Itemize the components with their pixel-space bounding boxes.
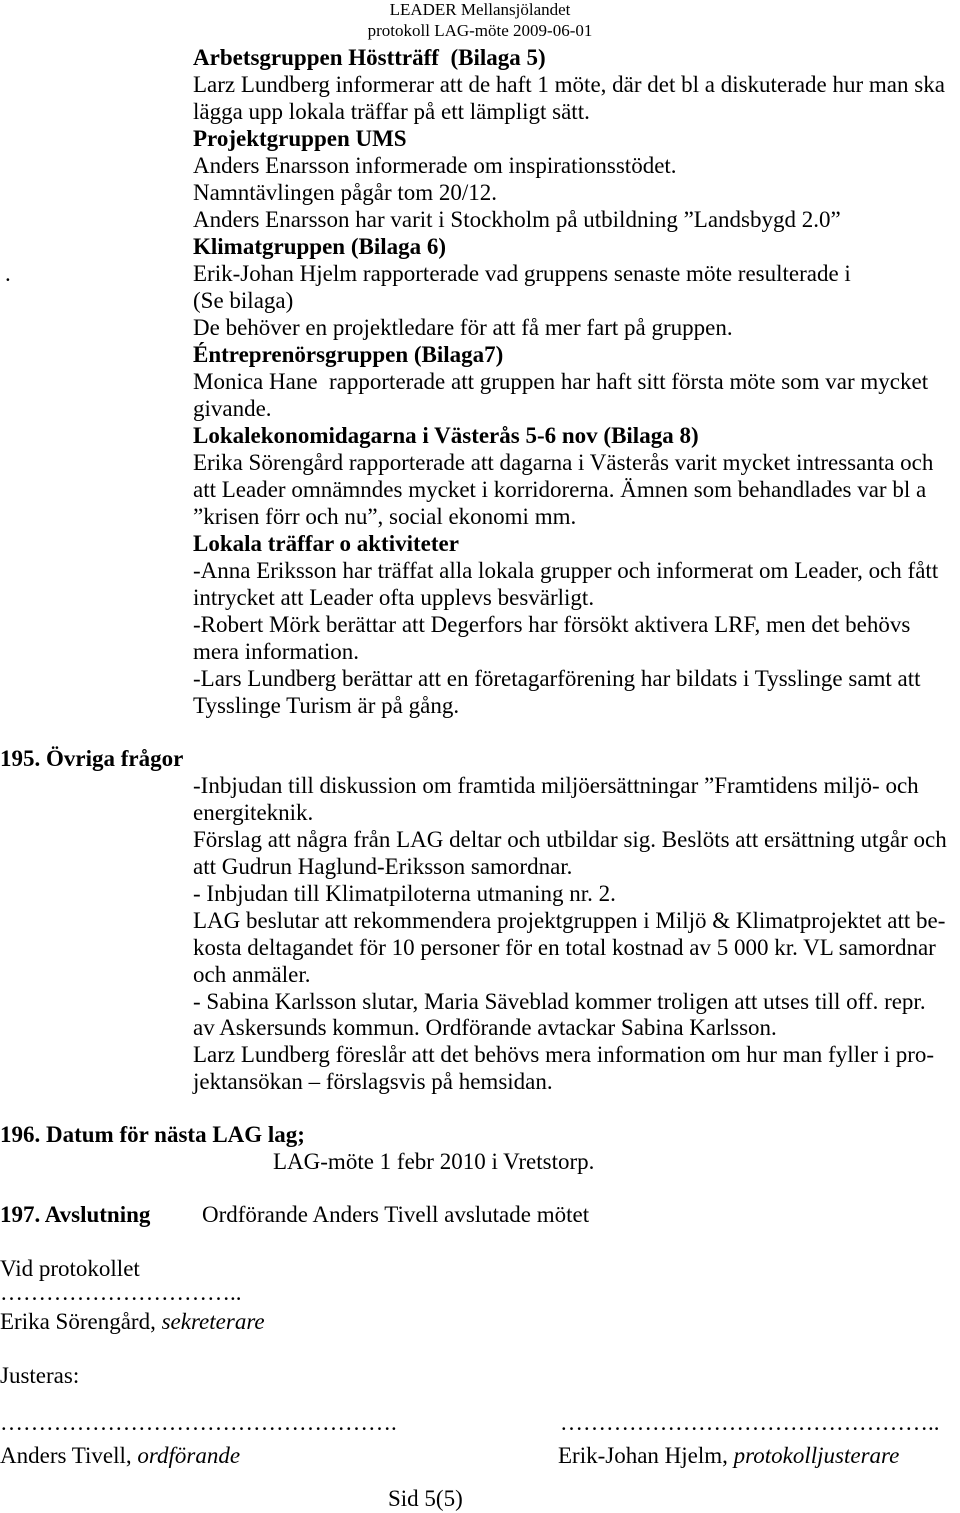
closing-text: Ordförande Anders Tivell avslutade mötet [202, 1202, 590, 1227]
secretary-name: Erika Sörengård, [0, 1309, 156, 1334]
body-line: ”krisen förr och nu”, social ekonomi mm. [193, 504, 577, 529]
body-line: Larz Lundberg föreslår att det behövs mera information om hur man fyller i pro- [193, 1042, 935, 1067]
body-line: - Inbjudan till Klimatpiloterna utmaning nr. 2. [193, 881, 616, 906]
body-line: att Leader omnämndes mycket i korridorerna. Ämnen som behandlades var bl a [193, 477, 927, 502]
protocol-label: Vid protokollet [0, 1256, 140, 1281]
body-line: jektansökan – förslagsvis på hemsidan. [193, 1069, 553, 1094]
adjuster-name: Erik-Johan Hjelm, [558, 1443, 728, 1468]
body-line: Monica Hane rapporterade att gruppen har haft sitt första möte som var mycket [193, 369, 929, 394]
body-line: Namntävlingen pågår tom 20/12. [193, 180, 498, 205]
body-line: LAG beslutar att rekommendera projektgruppen i Miljö & Klimatprojektet att be- [193, 908, 946, 933]
body-line: De behöver en projektledare för att få mer fart på gruppen. [193, 315, 733, 340]
item-heading-datum: 196. Datum för nästa LAG lag; [0, 1122, 305, 1147]
body-line: -Lars Lundberg berättar att en företagarförening har bildats i Tysslinge samt att [193, 666, 921, 691]
body-line: -Anna Eriksson har träffat alla lokala grupper och informerat om Leader, och fått [193, 558, 939, 583]
item-heading-ovriga: 195. Övriga frågor [0, 746, 184, 771]
body-line: och anmäler. [193, 962, 311, 987]
body-line: mera information. [193, 639, 360, 664]
body-line: Erika Sörengård rapporterade att dagarna i Västerås varit mycket intressanta och [193, 450, 934, 475]
chair-role: ordförande [137, 1443, 241, 1468]
body-line: -Robert Mörk berättar att Degerfors har försökt aktivera LRF, men det behövs [193, 612, 911, 637]
body-line: energiteknik. [193, 800, 314, 825]
body-line: Anders Enarsson informerade om inspirationsstödet. [193, 153, 677, 178]
body-line: intrycket att Leader ofta upplevs besvärligt. [193, 585, 595, 610]
chair-signatory [0, 1442, 240, 1469]
body-line: -Inbjudan till diskussion om framtida miljöersättningar ”Framtidens miljö- och [193, 773, 919, 798]
header-organization: LEADER Mellansjölandet [389, 0, 571, 19]
section-heading-lokala: Lokala träffar o aktiviteter [193, 531, 459, 556]
section-heading-entreprenor: Éntreprenörsgruppen (Bilaga7) [193, 342, 504, 367]
body-line: Tysslinge Turism är på gång. [193, 693, 460, 718]
stray-mark: . [5, 261, 11, 286]
body-line: Erik-Johan Hjelm rapporterade vad gruppens senaste möte resulterade i [193, 261, 851, 286]
header-meeting: protokoll LAG-möte 2009-06-01 [367, 21, 593, 40]
body-line: Förslag att några från LAG deltar och utbildar sig. Beslöts att ersättning utgår och [193, 827, 947, 852]
adjust-label: Justeras: [0, 1363, 80, 1388]
signature-line-adjuster: ………………………………………….. [560, 1410, 940, 1435]
section-heading-lokalekonomi: Lokalekonomidagarna i Västerås 5-6 nov (Bilaga 8) [193, 423, 699, 448]
page-number: Sid 5(5) [388, 1486, 463, 1511]
next-meeting-text: LAG-möte 1 febr 2010 i Vretstorp. [273, 1149, 595, 1174]
body-line: Larz Lundberg informerar att de haft 1 möte, där det bl a diskuterade hur man ska [193, 72, 945, 97]
secretary-role: sekreterare [161, 1309, 265, 1334]
body-line: att Gudrun Haglund-Eriksson samordnar. [193, 854, 573, 879]
section-heading-ums: Projektgruppen UMS [193, 126, 407, 151]
body-line: givande. [193, 396, 272, 421]
adjuster-role: protokolljusterare [733, 1443, 900, 1468]
signature-line-chair: ……………………………………………. [0, 1410, 397, 1435]
body-line: (Se bilaga) [193, 288, 294, 313]
body-line: kosta deltagandet för 10 personer för en total kostnad av 5 000 kr. VL samordnar [193, 935, 936, 960]
signature-line-secretary: ………………………….. [0, 1280, 242, 1305]
body-line: av Askersunds kommun. Ordförande avtackar Sabina Karlsson. [193, 1015, 777, 1040]
body-line: lägga upp lokala träffar på ett lämpligt sätt. [193, 99, 590, 124]
adjuster-signatory [558, 1442, 899, 1469]
body-line: Anders Enarsson har varit i Stockholm på utbildning ”Landsbygd 2.0” [193, 207, 841, 232]
section-heading-hosttraff: Arbetsgruppen Höstträff (Bilaga 5) [193, 45, 546, 70]
secretary-signatory [0, 1308, 265, 1335]
item-heading-avslutning: 197. Avslutning [0, 1202, 151, 1227]
body-line: - Sabina Karlsson slutar, Maria Säveblad kommer troligen att utses till off. repr. [193, 989, 926, 1014]
section-heading-klimat: Klimatgruppen (Bilaga 6) [193, 234, 447, 259]
chair-name: Anders Tivell, [0, 1443, 132, 1468]
